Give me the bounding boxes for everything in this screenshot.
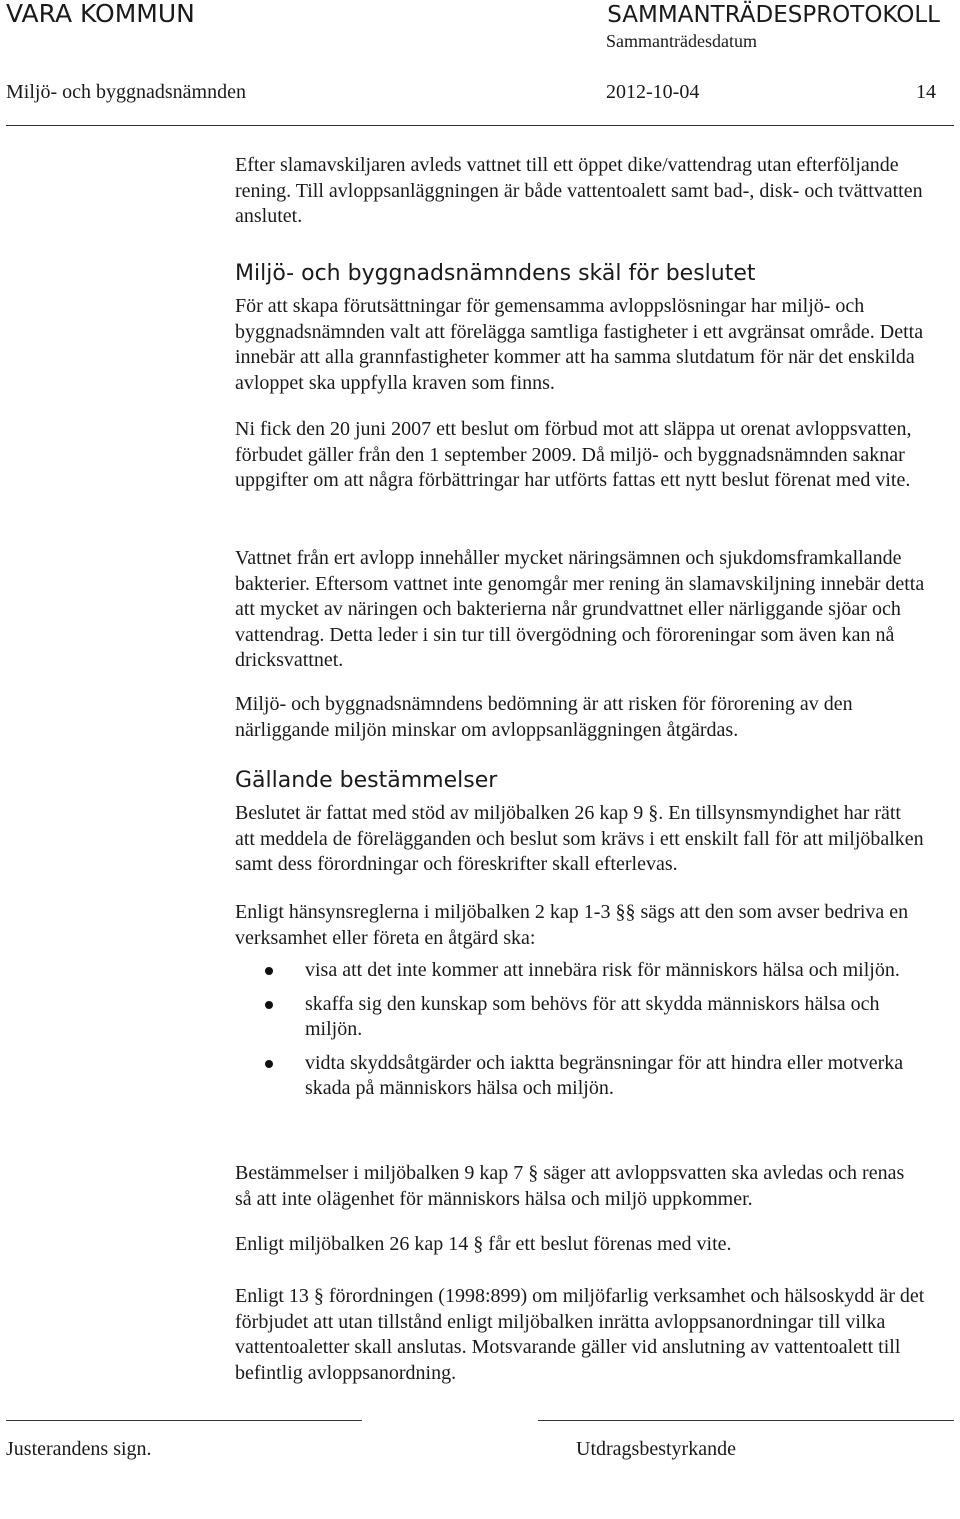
signature-line: [6, 1420, 362, 1421]
paragraph: Enligt 13 § förordningen (1998:899) om miljöfarlig verksamhet och hälsoskydd är det förbjudet att utan tillstånd enligt miljöbalken inrätta avloppsanordningar till vilka vattentoaletter skall anslutas. Motsvarande gäller vid anslutning av vattentoalett till befintlig avloppsanordning.: [235, 1285, 925, 1384]
list-item: [235, 1051, 925, 1102]
paragraph: Enligt hänsynsreglerna i miljöbalken 2 kap 1-3 §§ sägs att den som avser bedriva en verksamhet eller företa en åtgärd ska:: [235, 901, 909, 949]
bullet-icon: [265, 967, 273, 975]
header-divider: [6, 125, 954, 126]
list-item-text: vidta skyddsåtgärder och iaktta begränsningar för att hindra eller motverka skada på människors hälsa och miljön.: [305, 1051, 904, 1099]
signature-label: Justerandens sign.: [6, 1438, 152, 1460]
paragraph-intro: [235, 153, 925, 230]
paragraph: För att skapa förutsättningar för gemensamma avloppslösningar har miljö- och byggnadsnämnden valt att förelägga samtliga fastigheter i ett avgränsat område. Detta innebär att alla grannfastigheter kommer att ha samma slutdatum för när det enskilda avloppet ska uppfylla kraven som finns.: [235, 295, 924, 394]
section-reasons: [235, 261, 925, 287]
paragraph-block: [235, 417, 925, 494]
paragraph: Ni fick den 20 juni 2007 ett beslut om förbud mot att släppa ut orenat avloppsvatten, förbudet gäller från den 1 september 2009. Då miljö- och byggnadsnämnden saknar uppgifter om att några förbättringar har utförts fattas ett nytt beslut förenat med vite.: [235, 418, 912, 491]
section-heading: Gällande bestämmelser: [235, 768, 498, 793]
bullet-list: [235, 958, 925, 1110]
meeting-date-label: Sammanträdesdatum: [606, 31, 757, 51]
extract-line: [538, 1420, 954, 1421]
page-number: 14: [916, 81, 936, 103]
paragraph-block: [235, 1232, 925, 1258]
paragraph-block: [235, 801, 925, 878]
list-item: [235, 958, 925, 984]
paragraph-block: [235, 1161, 925, 1212]
paragraph-block: [235, 900, 925, 951]
document-type: SAMMANTRÄDESPROTOKOLL: [607, 2, 940, 28]
bullet-icon: [265, 1001, 273, 1009]
paragraph: Miljö- och byggnadsnämndens bedömning är att risken för förorening av den närliggande miljön minskar om avloppsanläggningen åtgärdas.: [235, 693, 853, 741]
extract-label: Utdragsbestyrkande: [576, 1438, 736, 1460]
paragraph: Vattnet från ert avlopp innehåller mycket näringsämnen och sjukdomsframkallande bakterier. Eftersom vattnet inte genomgår mer rening än slamavskiljning innebär detta att mycket av näringen och bakterierna når grundvattnet eller närliggande sjöar och vattendrag. Detta leder i sin tur till övergödning och föroreningar som även kan nå dricksvattnet.: [235, 547, 925, 671]
organization-name: VARA KOMMUN: [6, 0, 195, 28]
section-regulations: [235, 768, 925, 794]
paragraph-block: [235, 294, 925, 396]
list-item-text: skaffa sig den kunskap som behövs för att skydda människors hälsa och miljön.: [305, 992, 880, 1040]
paragraph: Beslutet är fattat med stöd av miljöbalken 26 kap 9 §. En tillsynsmyndighet har rätt att meddela de förelägganden och beslut som krävs i ett enskilt fall för att miljöbalken samt dess förordningar och föreskrifter skall efterlevas.: [235, 802, 924, 875]
paragraph: Enligt miljöbalken 26 kap 14 § får ett beslut förenas med vite.: [235, 1233, 732, 1255]
paragraph: Efter slamavskiljaren avleds vattnet till ett öppet dike/vattendrag utan efterföljande rening. Till avloppsanläggningen är både vattentoalett samt bad-, disk- och tvättvatten anslutet.: [235, 154, 923, 227]
committee-name: Miljö- och byggnadsnämnden: [6, 81, 246, 103]
paragraph-block: [235, 546, 925, 674]
list-item-text: visa att det inte kommer att innebära risk för människors hälsa och miljön.: [305, 959, 900, 981]
bullet-icon: [265, 1060, 273, 1068]
paragraph-block: [235, 1284, 925, 1386]
paragraph-block: [235, 692, 925, 743]
meeting-date: 2012-10-04: [606, 81, 700, 103]
list-item: [235, 992, 925, 1043]
section-heading: Miljö- och byggnadsnämndens skäl för beslutet: [235, 261, 756, 286]
paragraph: Bestämmelser i miljöbalken 9 kap 7 § säger att avloppsvatten ska avledas och renas så att inte olägenhet för människors hälsa och miljö uppkommer.: [235, 1162, 905, 1210]
